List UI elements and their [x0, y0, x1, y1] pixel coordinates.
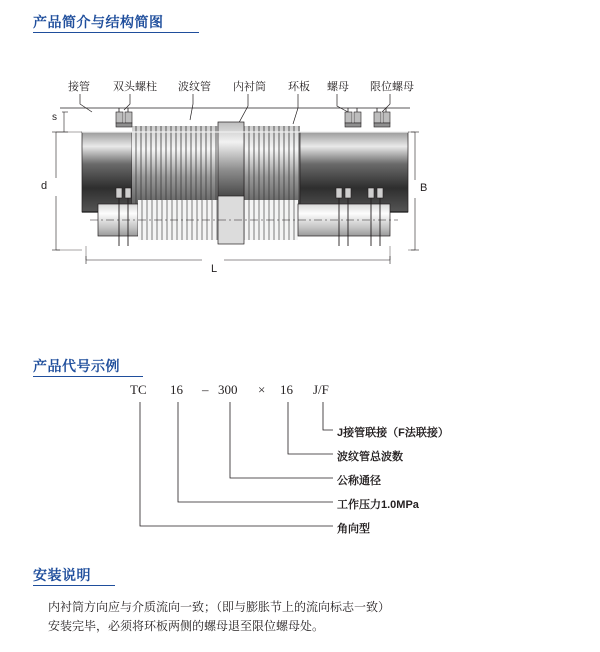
install-notes — [48, 598, 568, 636]
product-code-diagram — [30, 382, 570, 547]
section-title-code: 产品代号示例 — [33, 358, 120, 374]
code-token-type: TC — [130, 382, 147, 397]
code-token-diameter: 300 — [218, 382, 238, 397]
callout-label-bellows: 波纹管 — [178, 81, 211, 93]
code-token-waves: 16 — [280, 382, 293, 397]
section-underline-intro — [33, 32, 199, 33]
section-title-install: 安装说明 — [33, 567, 91, 583]
dimension-label-L: L — [211, 263, 218, 275]
code-token-times: × — [258, 382, 266, 397]
code-label-wave-count: 波纹管总波数 — [337, 451, 403, 463]
callout-label-limit-nut: 限位螺母 — [370, 81, 414, 93]
product-code-leader-lines — [30, 382, 570, 547]
dimension-label-s: s — [52, 112, 57, 123]
callout-label-stud-bolt: 双头螺柱 — [113, 81, 157, 93]
install-note-line-1: 内衬筒方向应与介质流向一致；（即与膨胀节上的流向标志一致） — [48, 600, 391, 614]
dimension-label-B: B — [420, 182, 428, 194]
code-label-nominal-diameter: 公称通径 — [337, 475, 381, 487]
section-underline-install — [33, 585, 115, 586]
code-token-connect: J/F — [313, 382, 329, 397]
callout-label-liner: 内衬筒 — [233, 81, 266, 93]
callout-label-nut: 螺母 — [327, 81, 349, 93]
code-label-connection: J接管联接（F法联接） — [337, 427, 449, 439]
install-note-line-2: 安装完毕，必须将环板两侧的螺母退至限位螺母处。 — [48, 619, 325, 633]
dimension-label-d: d — [41, 180, 48, 192]
code-label-type: 角向型 — [337, 523, 370, 535]
structure-diagram — [30, 60, 570, 290]
code-label-working-pressure: 工作压力1.0MPa — [337, 499, 419, 511]
callout-label-nozzle: 接管 — [68, 81, 90, 93]
section-title-intro: 产品简介与结构简图 — [33, 14, 164, 30]
code-token-dash: – — [202, 382, 209, 397]
structure-diagram-svg — [30, 60, 570, 290]
section-underline-code — [33, 376, 143, 377]
code-token-pressure: 16 — [170, 382, 183, 397]
callout-label-ring-plate: 环板 — [288, 81, 310, 93]
